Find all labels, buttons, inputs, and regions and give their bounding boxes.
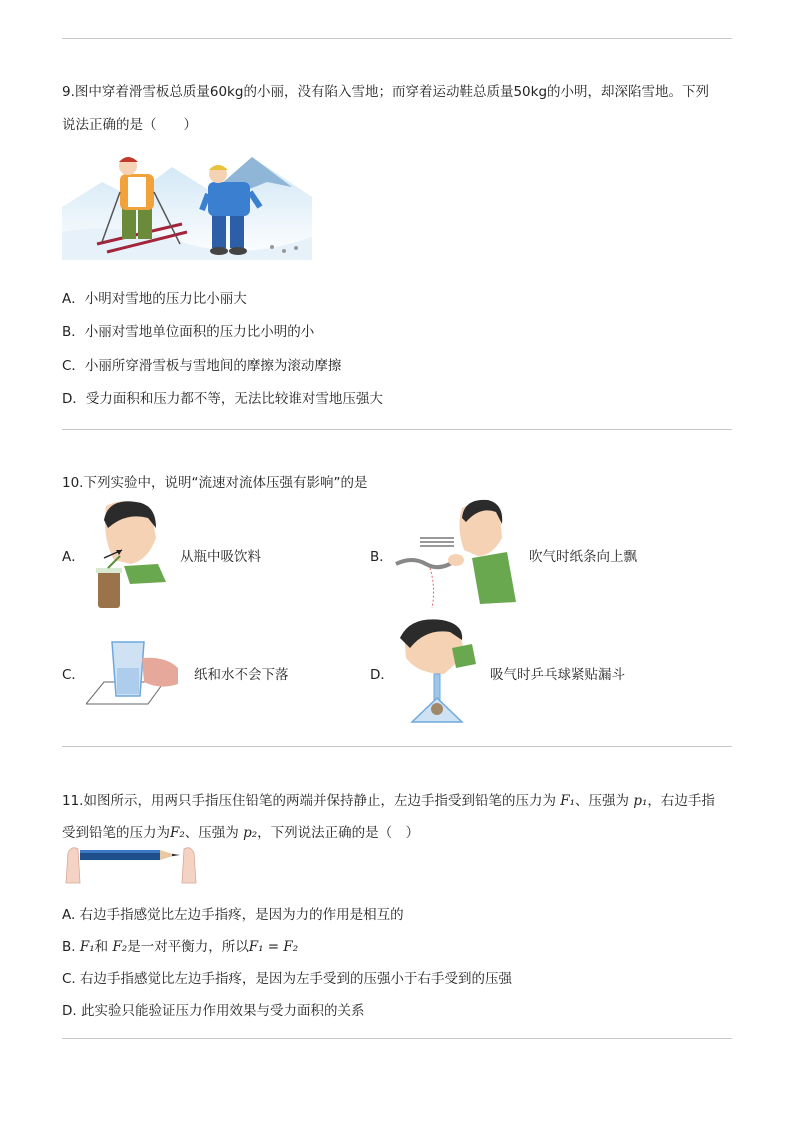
q9-stem-line1: 9.图中穿着滑雪板总质量60kg的小丽，没有陷入雪地；而穿着运动鞋总质量50kg的小明，却深陷雪地。下列 xyxy=(62,84,710,100)
skiing-illustration xyxy=(62,152,312,260)
q11-stem-line2-a: 受到铅笔的压力为 xyxy=(62,825,170,841)
q10-stem: 10.下列实验中，说明“流速对流体压强有影响”的是 xyxy=(62,475,368,491)
paper-strip-blowing-illustration xyxy=(392,498,520,610)
q10-option-c-letter[interactable]: C． xyxy=(62,667,85,683)
straw-drinking-illustration xyxy=(86,498,171,613)
divider-q10-q11 xyxy=(62,746,732,747)
q9-option-c[interactable]: C．小丽所穿滑雪板与雪地间的摩擦为滚动摩擦 xyxy=(62,358,342,374)
q11-option-b-and: 和 xyxy=(94,939,113,955)
q11-option-d[interactable]: D. 此实验只能验证压力作用效果与受力面积的关系 xyxy=(62,1003,365,1019)
q11-stem-line2-b: 、压强为 xyxy=(184,825,244,841)
q11-p1-symbol: p₁ xyxy=(633,793,648,809)
q10-option-b-letter[interactable]: B． xyxy=(370,549,393,565)
q11-option-c[interactable]: C. 右边手指感觉比左边手指疼，是因为左手受到的压强小于右手受到的压强 xyxy=(62,971,513,987)
q9-stem-line2: 说法正确的是（ ） xyxy=(62,117,197,133)
inverted-cup-illustration xyxy=(86,638,182,708)
q10-option-b-caption: 吹气时纸条向上飘 xyxy=(529,549,637,565)
q11-option-b-text: 是一对平衡力，所以 xyxy=(127,939,249,955)
q11-option-b-equation: F₁ = F₂ xyxy=(248,939,299,955)
funnel-pingpong-illustration xyxy=(396,618,478,728)
divider-q9-q10 xyxy=(62,429,732,430)
q10-option-d-caption: 吸气时乒乓球紧贴漏斗 xyxy=(490,667,625,683)
q10-option-a-letter[interactable]: A． xyxy=(62,549,85,565)
q9-option-b[interactable]: B．小丽对雪地单位面积的压力比小明的小 xyxy=(62,324,315,340)
q11-stem-line1-b: 、压强为 xyxy=(575,793,634,809)
q11-option-b-f1: F₁ xyxy=(79,939,95,955)
q11-stem-line1-c: ，右边手指 xyxy=(647,793,715,809)
q11-stem-line2-c: ，下列说法正确的是（ ） xyxy=(257,825,420,841)
q11-f1-symbol: F₁ xyxy=(560,793,576,809)
q10-option-a-caption: 从瓶中吸饮料 xyxy=(180,549,261,565)
q9-option-d[interactable]: D．受力面积和压力都不等，无法比较谁对雪地压强大 xyxy=(62,391,383,407)
q10-option-d-letter[interactable]: D． xyxy=(370,667,394,683)
q11-option-b[interactable] xyxy=(62,935,298,955)
divider-top xyxy=(62,38,732,39)
q11-option-a[interactable]: A. 右边手指感觉比左边手指疼，是因为力的作用是相互的 xyxy=(62,907,404,923)
q11-stem-line1 xyxy=(62,789,715,809)
q10-option-c-caption: 纸和水不会下落 xyxy=(194,667,289,683)
q11-stem-line1-a: 11.如图所示，用两只手指压住铅笔的两端并保持静止，左边手指受到铅笔的压力为 xyxy=(62,793,561,809)
q11-option-b-prefix: B. xyxy=(62,939,80,955)
q11-stem-line2 xyxy=(62,821,419,841)
q11-p2-symbol: p₂ xyxy=(243,825,258,841)
q11-option-b-f2: F₂ xyxy=(112,939,128,955)
q11-f2-symbol: F₂ xyxy=(170,825,185,841)
pencil-fingers-illustration xyxy=(62,843,200,885)
q9-option-a[interactable]: A．小明对雪地的压力比小丽大 xyxy=(62,291,247,307)
divider-bottom xyxy=(62,1038,732,1039)
